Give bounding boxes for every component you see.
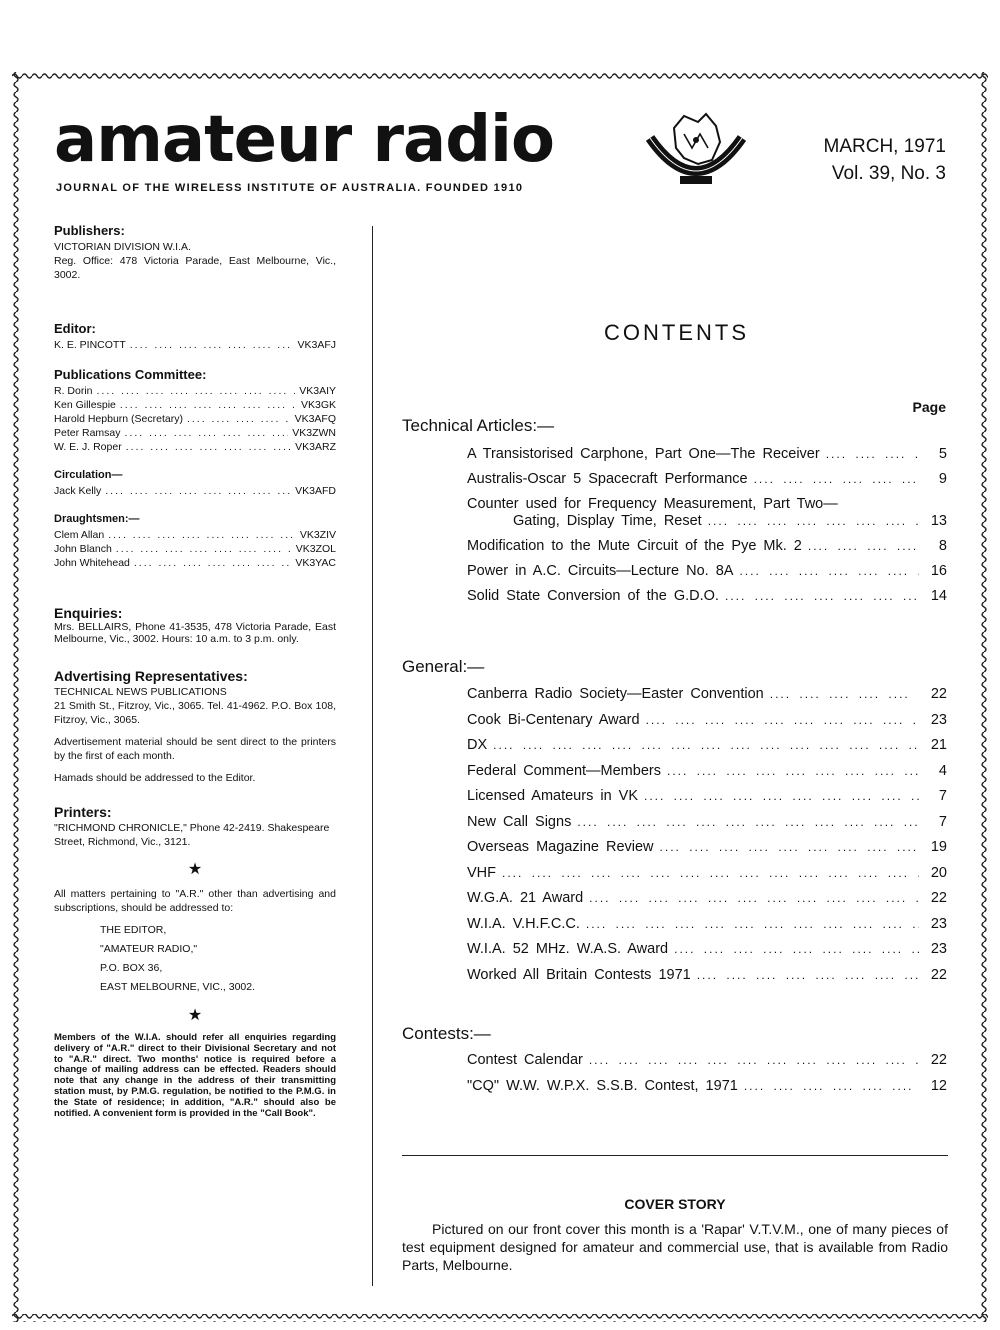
publishers-heading: Publishers: — [54, 223, 125, 238]
toc-entry[interactable]: Australis-Oscar 5 Spacecraft Performance .... 9 — [467, 471, 947, 488]
enquiries-text: Mrs. BELLAIRS, Phone 41-3535, 478 Victoria Parade, East Melbourne, Vic., 3002. Hours: 10 a.m. to 3 p.m. only. — [54, 621, 336, 645]
issue-volume: Vol. 39, No. 3 — [831, 163, 946, 184]
editor-address: THE EDITOR, "AMATEUR RADIO," P.O. BOX 36, EAST MELBOURNE, VIC., 3002. — [100, 924, 256, 993]
publishers-block — [54, 224, 336, 282]
toc-entry[interactable]: "CQ" W.W. W.P.X. S.S.B. Contest, 1971 .... 12 — [467, 1078, 947, 1095]
draughtsman-row: John Blanch .... VK3ZOL — [54, 542, 336, 556]
toc-entry[interactable]: W.G.A. 21 Award .... 22 — [467, 890, 947, 907]
cover-story-text: Pictured on our front cover this month is a 'Rapar' V.T.V.M., one of many pieces of test equipment designed for amateur and commercial use, that is available from Radio Parts, Melbourne. — [402, 1221, 948, 1273]
toc-entry[interactable]: W.I.A. 52 MHz. W.A.S. Award .... 23 — [467, 941, 947, 958]
advertising-block — [54, 669, 336, 785]
publishers-name: VICTORIAN DIVISION W.I.A. — [54, 241, 191, 253]
draughtsmen-block — [54, 512, 336, 570]
editor-heading: Editor: — [54, 321, 96, 336]
contests-heading: Contests:— — [402, 1024, 491, 1043]
column-divider — [372, 226, 373, 1286]
toc-entry[interactable]: Federal Comment—Members .... 4 — [467, 763, 947, 780]
committee-block — [54, 368, 336, 454]
committee-member: R. Dorin .... VK3AIY — [54, 384, 336, 398]
advertising-name: TECHNICAL NEWS PUBLICATIONS — [54, 686, 227, 698]
advertising-note: Advertisement material should be sent direct to the printers by the first of each month. — [54, 736, 336, 762]
printers-heading: Printers: — [54, 804, 112, 820]
star-separator: ★ — [187, 861, 203, 878]
committee-member: Ken Gillespie .... VK3GK — [54, 398, 336, 412]
toc-entry[interactable]: Cook Bi-Centenary Award .... 23 — [467, 712, 947, 729]
wia-emblem-logo — [640, 108, 752, 198]
toc-entry[interactable]: Gating, Display Time, Reset .... 13 — [467, 513, 947, 530]
enquiries-block — [54, 606, 336, 645]
star-separator: ★ — [187, 1007, 203, 1024]
committee-heading: Publications Committee: — [54, 367, 207, 382]
toc-entry[interactable]: Solid State Conversion of the G.D.O. .... 14 — [467, 588, 947, 605]
general-heading: General:— — [402, 657, 485, 676]
cover-story-heading: COVER STORY — [624, 1196, 726, 1212]
circulation-block — [54, 468, 336, 498]
issue-date: MARCH, 1971 — [823, 136, 946, 157]
committee-member: Harold Hepburn (Secretary) .... VK3AFQ — [54, 412, 336, 426]
left-column — [54, 224, 336, 1119]
contents-title: CONTENTS — [604, 320, 749, 345]
toc-entry[interactable]: W.I.A. V.H.F.C.C. .... 23 — [467, 916, 947, 933]
committee-member: Peter Ramsay .... VK3ZWN — [54, 426, 336, 440]
toc-entry[interactable]: DX .... 21 — [467, 737, 947, 754]
toc-entry[interactable]: A Transistorised Carphone, Part One—The Receiver .... 5 — [467, 446, 947, 463]
toc-entry[interactable]: Worked All Britain Contests 1971 .... 22 — [467, 967, 947, 984]
section-divider — [402, 1155, 948, 1156]
publishers-office: Reg. Office: 478 Victoria Parade, East Melbourne, Vic., 3002. — [54, 255, 336, 281]
toc-entry[interactable]: Canberra Radio Society—Easter Convention .... 22 — [467, 686, 947, 703]
toc-entry[interactable]: Contest Calendar .... 22 — [467, 1052, 947, 1069]
general-list — [467, 686, 947, 992]
matters-text: All matters pertaining to "A.R." other than advertising and subscriptions, should be addressed to: — [54, 888, 336, 914]
technical-heading: Technical Articles:— — [402, 416, 555, 435]
enquiries-heading: Enquiries: — [54, 605, 123, 621]
editor-name: K. E. PINCOTT — [54, 339, 126, 351]
draughtsman-row: Clem Allan .... VK3ZIV — [54, 528, 336, 542]
technical-list — [467, 446, 947, 613]
toc-entry[interactable]: VHF .... 20 — [467, 865, 947, 882]
draughtsman-row: John Whitehead .... VK3YAC — [54, 556, 336, 570]
toc-entry[interactable]: Overseas Magazine Review .... 19 — [467, 839, 947, 856]
toc-entry-line1[interactable]: Counter used for Frequency Measurement, Part Two— — [467, 496, 838, 512]
editor-call: VK3AFJ — [297, 339, 336, 351]
circulation-row: Jack Kelly .... VK3AFD — [54, 484, 336, 498]
committee-member: W. E. J. Roper .... VK3ARZ — [54, 440, 336, 454]
hamads-note: Hamads should be addressed to the Editor. — [54, 772, 256, 784]
editor-block — [54, 322, 336, 352]
toc-entry[interactable]: Modification to the Mute Circuit of the Pye Mk. 2 .... 8 — [467, 538, 947, 555]
toc-entry[interactable]: Licensed Amateurs in VK .... 7 — [467, 788, 947, 805]
page-column-label: Page — [912, 399, 946, 415]
printers-text: "RICHMOND CHRONICLE," Phone 42-2419. Shakespeare Street, Richmond, Vic., 3121. — [54, 822, 330, 848]
masthead-title: amateur radio — [54, 103, 554, 177]
toc-entry[interactable]: Power in A.C. Circuits—Lecture No. 8A .... 16 — [467, 563, 947, 580]
editor-row — [54, 338, 336, 352]
toc-entry[interactable]: New Call Signs .... 7 — [467, 814, 947, 831]
masthead-subtitle: JOURNAL OF THE WIRELESS INSTITUTE OF AUSTRALIA. FOUNDED 1910 — [56, 182, 524, 194]
circulation-heading: Circulation— — [54, 469, 123, 481]
advertising-address: 21 Smith St., Fitzroy, Vic., 3065. Tel. 41-4962. P.O. Box 108, Fitzroy, Vic., 3065. — [54, 700, 336, 726]
printers-block — [54, 805, 336, 849]
advertising-heading: Advertising Representatives: — [54, 668, 248, 684]
contests-list — [467, 1052, 947, 1104]
members-note: Members of the W.I.A. should refer all enquiries regarding delivery of "A.R." direct to their Divisional Secretary and not to "A.R." direct. Two months' notice is required before a change of mailing address can be effected. Readers should note that any change in the address of their transmitting station must, by P.M.G. regulation, be notified to the P.M.G. in the State of residence; in addition, "A.R." should also be notified. A convenient form is provided in the "Call Book". — [54, 1032, 336, 1119]
draughtsmen-heading: Draughtsmen:— — [54, 513, 140, 525]
